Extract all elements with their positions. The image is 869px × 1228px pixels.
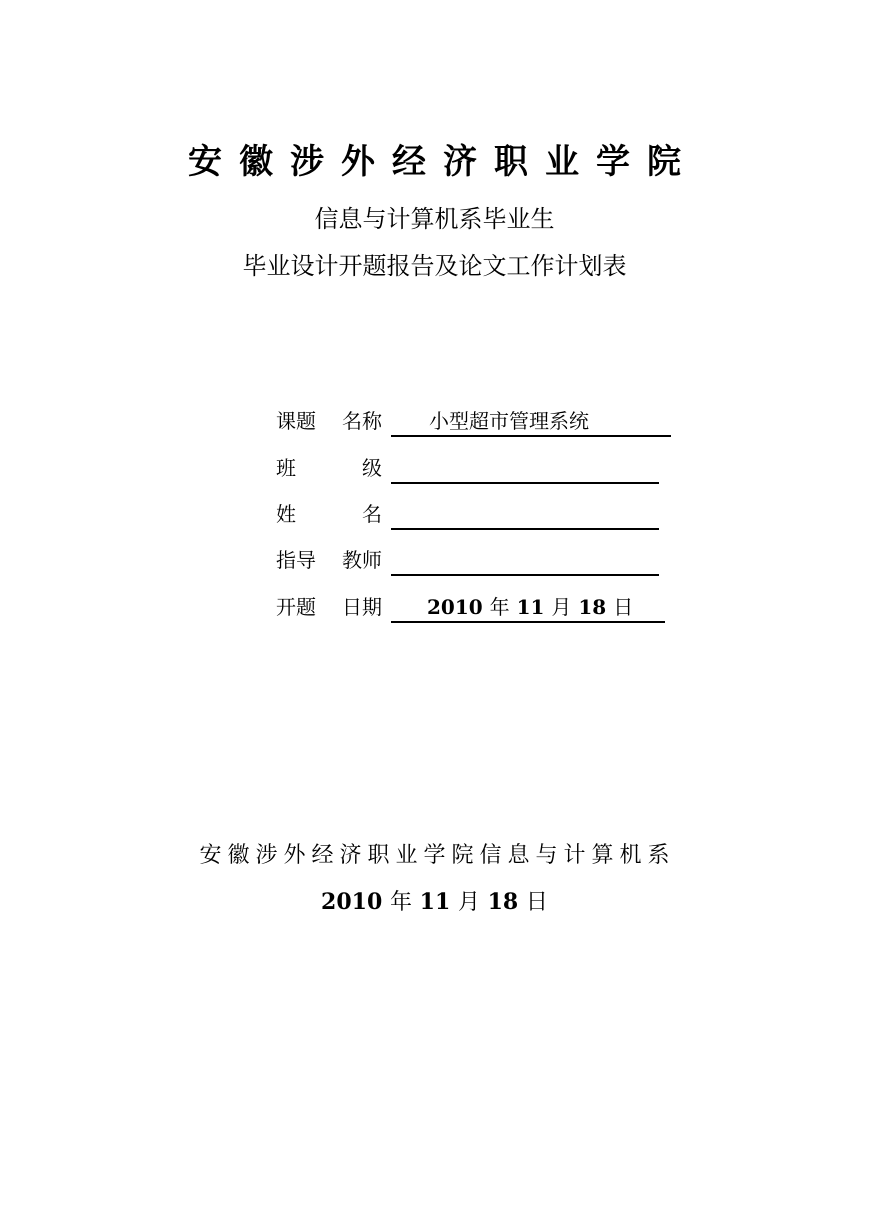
start-date-row — [276, 591, 696, 623]
name-row — [276, 498, 696, 530]
footer-date-month: 11 — [419, 889, 451, 915]
start-date-month-unit: 月 — [551, 595, 572, 619]
footer-date-day-unit: 日 — [525, 890, 548, 915]
footer-date-year-unit: 年 — [389, 890, 412, 915]
class-label-part-2: 级 — [362, 456, 382, 480]
topic-label-part-2: 名称 — [342, 409, 382, 433]
start-date-year-unit: 年 — [489, 595, 510, 619]
class-field[interactable] — [391, 452, 659, 484]
report-title: 毕业设计开题报告及论文工作计划表 — [242, 252, 627, 280]
footer-date — [0, 886, 869, 919]
start-date-year: 2010 — [427, 595, 483, 619]
footer-date-day: 18 — [487, 889, 519, 915]
advisor-field[interactable] — [391, 544, 659, 576]
start-date-label-part-2: 日期 — [342, 595, 382, 619]
start-date-day: 18 — [578, 595, 607, 619]
start-date-field[interactable] — [391, 591, 665, 623]
name-label-part-2: 名 — [362, 502, 382, 526]
advisor-label-part-1: 指导 — [276, 548, 316, 572]
footer-organization: 安徽涉外经济职业学院信息与计算机系 — [199, 843, 676, 868]
topic-label-part-1: 课题 — [276, 409, 316, 433]
school-name-heading: 安徽涉外经济职业学院 — [188, 142, 698, 182]
class-row — [276, 452, 696, 484]
start-date-day-unit: 日 — [613, 595, 634, 619]
start-date-label-part-1: 开题 — [276, 595, 316, 619]
department-subtitle: 信息与计算机系毕业生 — [314, 205, 555, 233]
footer-date-year: 2010 — [321, 889, 383, 915]
name-field[interactable] — [391, 498, 659, 530]
start-date-month: 11 — [516, 595, 545, 619]
advisor-row — [276, 544, 696, 576]
name-label-part-1: 姓 — [276, 502, 296, 526]
footer-date-month-unit: 月 — [457, 890, 480, 915]
advisor-label-part-2: 教师 — [342, 548, 382, 572]
class-label-part-1: 班 — [276, 456, 296, 480]
topic-field[interactable]: 小型超市管理系统 — [391, 405, 671, 437]
topic-row — [276, 405, 696, 437]
